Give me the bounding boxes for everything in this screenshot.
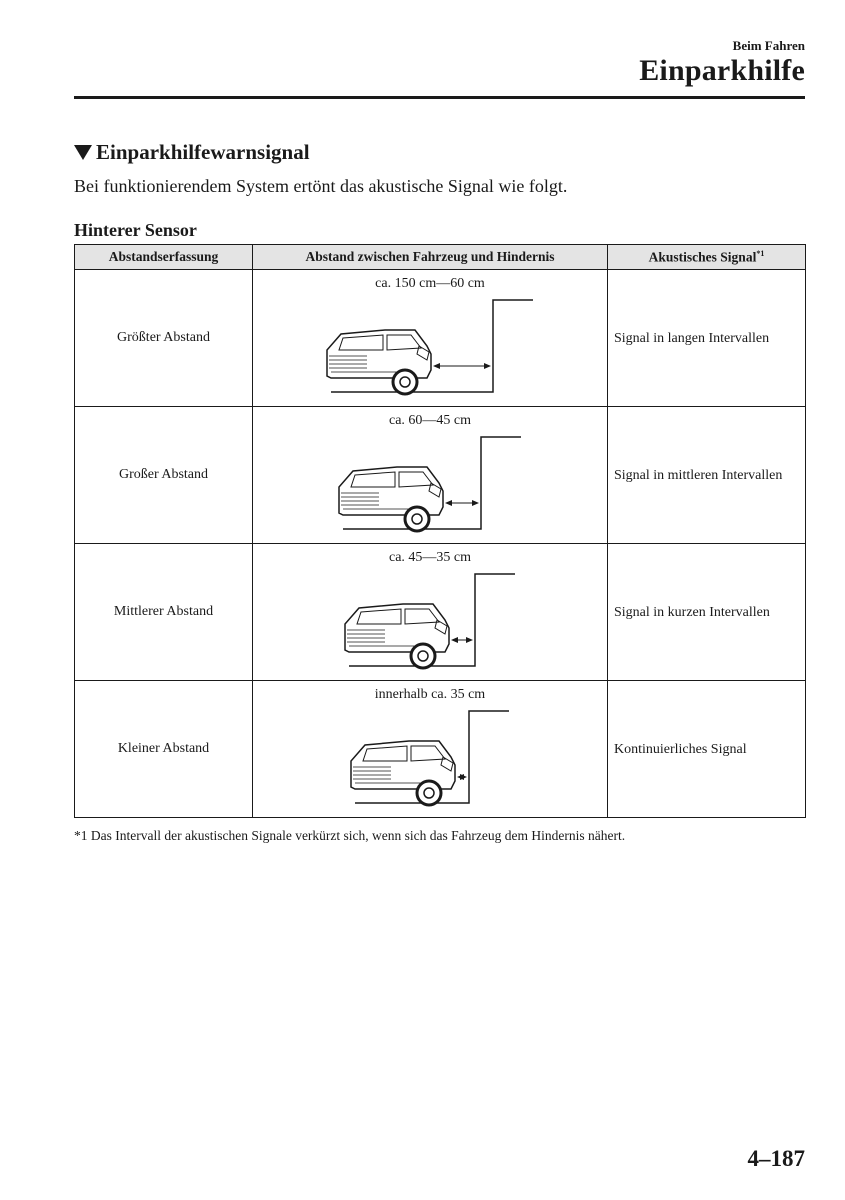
distance-diagram: [253, 544, 608, 680]
signal-cell: Kontinuierliches Signal: [608, 681, 806, 818]
table-row: [75, 544, 806, 681]
table-header-row: [75, 245, 806, 270]
diagram-cell: [253, 544, 608, 681]
arrow-right-icon: [472, 500, 479, 506]
distance-diagram: [253, 270, 608, 406]
section-heading-text: Einparkhilfewarnsignal: [96, 140, 310, 164]
signal-cell: Signal in kurzen Intervallen: [608, 544, 806, 681]
distance-diagram: [253, 407, 608, 543]
diagram-cell: [253, 407, 608, 544]
signal-cell: Signal in mittleren Intervallen: [608, 407, 806, 544]
car-wheel: [411, 644, 435, 668]
sensor-table: [74, 244, 806, 818]
car-body: [339, 467, 443, 515]
range-cell: Größter Abstand: [75, 270, 253, 407]
header-signal: [608, 245, 806, 270]
section-heading: [74, 140, 310, 165]
header-range: Abstandserfassung: [75, 245, 253, 270]
table-row: [75, 681, 806, 818]
car-wheel: [405, 507, 429, 531]
page-title: Einparkhilfe: [639, 54, 805, 87]
car-body: [327, 330, 431, 378]
table-row: [75, 270, 806, 407]
arrow-left-icon: [445, 500, 452, 506]
range-cell: Großer Abstand: [75, 407, 253, 544]
arrow-right-icon: [484, 363, 491, 369]
distance-label: ca. 60—45 cm: [388, 413, 472, 428]
arrow-left-icon: [451, 637, 458, 643]
footnote: *1 Das Intervall der akustischen Signale verkürzt sich, wenn sich das Fahrzeug dem Hindernis nähert.: [74, 828, 626, 843]
distance-label: innerhalb ca. 35 cm: [374, 687, 486, 702]
table-row: [75, 407, 806, 544]
header-signal-footnote-mark: *1: [756, 248, 765, 258]
distance-label: ca. 150 cm—60 cm: [375, 276, 485, 291]
title-rule: [74, 96, 805, 99]
arrow-left-icon: [433, 363, 440, 369]
car-body: [345, 604, 449, 652]
diagram-cell: [253, 270, 608, 407]
triangle-down-icon: [74, 145, 92, 160]
arrow-right-icon: [466, 637, 473, 643]
range-cell: Mittlerer Abstand: [75, 544, 253, 681]
car-body: [351, 741, 455, 789]
car-wheel: [393, 370, 417, 394]
distance-label: ca. 45—35 cm: [388, 550, 472, 565]
range-cell: Kleiner Abstand: [75, 681, 253, 818]
distance-diagram: [253, 681, 608, 817]
diagram-cell: [253, 681, 608, 818]
header-distance: Abstand zwischen Fahrzeug und Hindernis: [253, 245, 608, 270]
header-signal-text: Akustisches Signal: [648, 249, 757, 265]
signal-cell: Signal in langen Intervallen: [608, 270, 806, 407]
car-wheel: [417, 781, 441, 805]
page-number: 4–187: [747, 1146, 805, 1171]
chapter-label: Beim Fahren: [732, 38, 805, 53]
intro-text: Bei funktionierendem System ertönt das akustische Signal wie folgt.: [74, 176, 568, 196]
subheading: Hinterer Sensor: [74, 220, 197, 240]
